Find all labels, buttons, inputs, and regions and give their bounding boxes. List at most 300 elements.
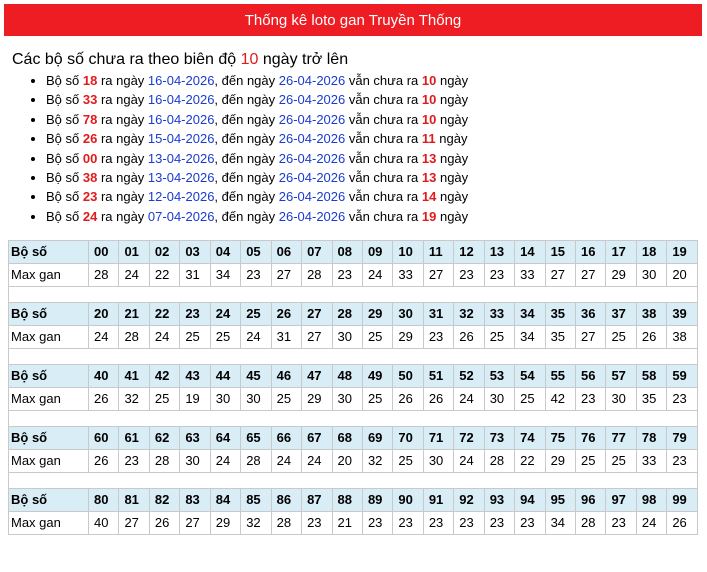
max-gan-cell: 26 (89, 450, 119, 473)
table-row (9, 264, 698, 287)
number-cell: 02 (149, 241, 179, 264)
max-gan-cell: 23 (119, 450, 149, 473)
max-gan-cell: 25 (149, 388, 179, 411)
list-text: vẫn chưa ra (345, 189, 422, 205)
list-text: vẫn chưa ra (345, 111, 422, 127)
table-spacer-row (9, 411, 698, 427)
number-cell: 36 (576, 303, 606, 326)
max-gan-cell: 40 (89, 512, 119, 535)
max-gan-cell: 42 (545, 388, 575, 411)
number-cell: 16 (576, 241, 606, 264)
number-cell: 33 (484, 303, 514, 326)
max-gan-cell: 20 (332, 450, 362, 473)
number-cell: 20 (89, 303, 119, 326)
number-cell: 14 (515, 241, 545, 264)
number-cell: 85 (241, 489, 271, 512)
max-gan-cell: 25 (362, 326, 392, 349)
number-cell: 09 (362, 241, 392, 264)
number-cell: 43 (180, 365, 210, 388)
max-gan-cell: 24 (271, 450, 301, 473)
max-gan-cell: 25 (576, 450, 606, 473)
number-cell: 04 (210, 241, 240, 264)
number-cell: 50 (393, 365, 423, 388)
number-cell: 65 (241, 427, 271, 450)
max-gan-cell: 23 (454, 264, 484, 287)
max-gan-cell: 24 (119, 264, 149, 287)
number-cell: 90 (393, 489, 423, 512)
number-cell: 25 (241, 303, 271, 326)
gan-list-item (46, 71, 702, 90)
max-gan-cell: 23 (241, 264, 271, 287)
max-gan-cell: 26 (393, 388, 423, 411)
gan-list-item (46, 207, 702, 226)
max-gan-cell: 24 (454, 450, 484, 473)
max-gan-cell: 34 (515, 326, 545, 349)
table-header-row (9, 365, 698, 388)
max-gan-cell: 23 (393, 512, 423, 535)
max-gan-cell: 31 (271, 326, 301, 349)
list-from-date: 13-04-2026 (147, 150, 215, 166)
max-gan-cell: 29 (393, 326, 423, 349)
list-days: 10 (421, 92, 437, 108)
number-cell: 52 (454, 365, 484, 388)
number-cell: 27 (302, 303, 332, 326)
list-number: 24 (82, 208, 98, 224)
max-gan-cell: 25 (180, 326, 210, 349)
table-spacer-cell (9, 411, 698, 427)
number-cell: 97 (606, 489, 636, 512)
max-gan-cell: 28 (89, 264, 119, 287)
max-gan-cell: 29 (545, 450, 575, 473)
row-label-numbers: Bộ số (9, 489, 89, 512)
number-cell: 86 (271, 489, 301, 512)
max-gan-cell: 27 (545, 264, 575, 287)
number-cell: 81 (119, 489, 149, 512)
list-text: , đến ngày (214, 131, 279, 147)
number-cell: 37 (606, 303, 636, 326)
max-gan-cell: 30 (636, 264, 666, 287)
max-gan-cell: 23 (332, 264, 362, 287)
list-to-date: 26-04-2026 (278, 73, 346, 88)
max-gan-cell: 25 (210, 326, 240, 349)
number-cell: 31 (423, 303, 453, 326)
number-cell: 17 (606, 241, 636, 264)
number-cell: 01 (119, 241, 149, 264)
number-cell: 99 (667, 489, 698, 512)
number-cell: 22 (149, 303, 179, 326)
list-number: 00 (82, 150, 98, 166)
row-label-max-gan: Max gan (9, 326, 89, 349)
number-cell: 74 (515, 427, 545, 450)
max-gan-cell: 27 (302, 326, 332, 349)
row-label-max-gan: Max gan (9, 512, 89, 535)
number-cell: 80 (89, 489, 119, 512)
number-cell: 98 (636, 489, 666, 512)
table-row (9, 512, 698, 535)
list-text: ra ngày (97, 169, 148, 185)
list-from-date: 16-04-2026 (147, 73, 215, 88)
number-cell: 35 (545, 303, 575, 326)
max-gan-cell: 33 (636, 450, 666, 473)
number-cell: 89 (362, 489, 392, 512)
max-gan-cell: 26 (149, 512, 179, 535)
list-to-date: 26-04-2026 (278, 189, 346, 205)
subtitle-value: 10 (240, 51, 259, 68)
number-cell: 82 (149, 489, 179, 512)
max-gan-cell: 23 (576, 388, 606, 411)
gan-list-item (46, 149, 702, 168)
table-spacer-row (9, 287, 698, 303)
max-gan-cell: 19 (180, 388, 210, 411)
number-cell: 94 (515, 489, 545, 512)
max-gan-cell: 29 (210, 512, 240, 535)
list-to-date: 26-04-2026 (278, 92, 346, 108)
list-days: 13 (421, 169, 437, 185)
max-gan-cell: 28 (119, 326, 149, 349)
number-cell: 26 (271, 303, 301, 326)
list-number: 26 (82, 131, 98, 147)
number-cell: 76 (576, 427, 606, 450)
max-gan-cell: 24 (89, 326, 119, 349)
number-cell: 12 (454, 241, 484, 264)
number-cell: 32 (454, 303, 484, 326)
number-cell: 42 (149, 365, 179, 388)
list-text: Bộ số (46, 111, 83, 127)
table-row (9, 326, 698, 349)
max-gan-table (8, 240, 698, 535)
max-gan-cell: 23 (484, 264, 514, 287)
max-gan-cell: 29 (606, 264, 636, 287)
number-cell: 29 (362, 303, 392, 326)
max-gan-cell: 27 (119, 512, 149, 535)
list-from-date: 07-04-2026 (147, 208, 215, 224)
row-label-numbers: Bộ số (9, 427, 89, 450)
list-to-date: 26-04-2026 (278, 208, 346, 224)
list-number: 23 (82, 189, 98, 205)
table-spacer-cell (9, 473, 698, 489)
number-cell: 44 (210, 365, 240, 388)
max-gan-cell: 26 (636, 326, 666, 349)
list-text: , đến ngày (214, 111, 279, 127)
number-cell: 92 (454, 489, 484, 512)
banner-title: Thống kê loto gan Truyền Thống (244, 11, 462, 29)
max-gan-cell: 30 (332, 326, 362, 349)
max-gan-cell: 23 (423, 512, 453, 535)
max-gan-cell: 28 (576, 512, 606, 535)
number-cell: 18 (636, 241, 666, 264)
number-cell: 39 (667, 303, 698, 326)
list-number: 78 (82, 111, 98, 127)
list-number: 38 (82, 169, 98, 185)
max-gan-cell: 23 (667, 450, 698, 473)
number-cell: 58 (636, 365, 666, 388)
table-header-row (9, 303, 698, 326)
table-header-row (9, 489, 698, 512)
max-gan-cell: 23 (606, 512, 636, 535)
gan-list-item (46, 129, 702, 148)
table-spacer-row (9, 473, 698, 489)
list-text: Bộ số (46, 131, 83, 147)
max-gan-cell: 25 (606, 450, 636, 473)
list-text: , đến ngày (214, 169, 279, 185)
list-from-date: 16-04-2026 (147, 92, 215, 108)
list-text: ngày (436, 73, 469, 88)
list-text: Bộ số (46, 150, 83, 166)
number-cell: 62 (149, 427, 179, 450)
section-subtitle (12, 49, 702, 71)
list-text: ra ngày (97, 208, 148, 224)
max-gan-cell: 24 (210, 450, 240, 473)
number-cell: 45 (241, 365, 271, 388)
list-text: ngày (436, 208, 469, 224)
number-cell: 41 (119, 365, 149, 388)
max-gan-cell: 32 (362, 450, 392, 473)
number-cell: 61 (119, 427, 149, 450)
row-label-max-gan: Max gan (9, 450, 89, 473)
gan-list-item (46, 90, 702, 109)
number-cell: 84 (210, 489, 240, 512)
number-cell: 93 (484, 489, 514, 512)
row-label-numbers: Bộ số (9, 303, 89, 326)
list-text: vẫn chưa ra (345, 208, 422, 224)
max-gan-cell: 24 (149, 326, 179, 349)
list-text: , đến ngày (214, 73, 279, 88)
subtitle-prefix: Các bộ số chưa ra theo biên độ (12, 51, 241, 68)
max-gan-cell: 26 (423, 388, 453, 411)
max-gan-cell: 28 (241, 450, 271, 473)
row-label-numbers: Bộ số (9, 241, 89, 264)
number-cell: 46 (271, 365, 301, 388)
max-gan-cell: 30 (606, 388, 636, 411)
list-days: 11 (421, 131, 436, 147)
list-text: Bộ số (46, 73, 83, 88)
max-gan-cell: 33 (393, 264, 423, 287)
number-cell: 21 (119, 303, 149, 326)
max-gan-cell: 28 (271, 512, 301, 535)
max-gan-cell: 24 (362, 264, 392, 287)
max-gan-cell: 22 (149, 264, 179, 287)
max-gan-cell: 26 (667, 512, 698, 535)
number-cell: 96 (576, 489, 606, 512)
number-cell: 03 (180, 241, 210, 264)
number-cell: 07 (302, 241, 332, 264)
number-cell: 06 (271, 241, 301, 264)
list-text: ra ngày (97, 189, 148, 205)
number-cell: 70 (393, 427, 423, 450)
max-gan-cell: 25 (362, 388, 392, 411)
max-gan-cell: 32 (119, 388, 149, 411)
max-gan-cell: 27 (576, 264, 606, 287)
list-text: vẫn chưa ra (345, 150, 422, 166)
list-text: ra ngày (97, 111, 148, 127)
max-gan-cell: 31 (180, 264, 210, 287)
list-days: 13 (421, 150, 437, 166)
max-gan-cell: 28 (302, 264, 332, 287)
number-cell: 88 (332, 489, 362, 512)
max-gan-cell: 35 (545, 326, 575, 349)
list-text: , đến ngày (214, 208, 279, 224)
max-gan-cell: 23 (362, 512, 392, 535)
table-spacer-row (9, 349, 698, 365)
number-cell: 91 (423, 489, 453, 512)
number-cell: 23 (180, 303, 210, 326)
number-cell: 77 (606, 427, 636, 450)
list-days: 14 (421, 189, 437, 205)
max-gan-cell: 25 (515, 388, 545, 411)
list-days: 10 (421, 73, 437, 88)
number-cell: 68 (332, 427, 362, 450)
max-gan-cell: 20 (667, 264, 698, 287)
list-text: ra ngày (97, 92, 148, 108)
number-cell: 38 (636, 303, 666, 326)
number-cell: 79 (667, 427, 698, 450)
max-gan-cell: 33 (515, 264, 545, 287)
max-gan-cell: 22 (515, 450, 545, 473)
max-gan-cell: 27 (180, 512, 210, 535)
number-cell: 75 (545, 427, 575, 450)
number-cell: 34 (515, 303, 545, 326)
max-gan-cell: 34 (210, 264, 240, 287)
table-header-row (9, 241, 698, 264)
max-gan-cell: 25 (484, 326, 514, 349)
list-days: 19 (421, 208, 437, 224)
list-days: 10 (421, 111, 437, 127)
max-gan-cell: 28 (149, 450, 179, 473)
number-cell: 87 (302, 489, 332, 512)
max-gan-cell: 29 (302, 388, 332, 411)
list-text: , đến ngày (214, 189, 279, 205)
row-label-max-gan: Max gan (9, 264, 89, 287)
row-label-numbers: Bộ số (9, 365, 89, 388)
max-gan-cell: 32 (241, 512, 271, 535)
number-cell: 69 (362, 427, 392, 450)
number-cell: 67 (302, 427, 332, 450)
list-number: 33 (82, 92, 98, 108)
number-cell: 51 (423, 365, 453, 388)
list-text: ra ngày (97, 150, 148, 166)
max-gan-cell: 23 (667, 388, 698, 411)
number-cell: 55 (545, 365, 575, 388)
gan-list (4, 71, 702, 226)
number-cell: 19 (667, 241, 698, 264)
number-cell: 48 (332, 365, 362, 388)
list-from-date: 13-04-2026 (147, 169, 215, 185)
list-to-date: 26-04-2026 (278, 150, 346, 166)
list-text: ngày (436, 92, 469, 108)
list-text: ngày (436, 189, 469, 205)
number-cell: 08 (332, 241, 362, 264)
max-gan-cell: 34 (545, 512, 575, 535)
list-to-date: 26-04-2026 (278, 111, 346, 127)
max-gan-cell: 21 (332, 512, 362, 535)
number-cell: 10 (393, 241, 423, 264)
list-from-date: 12-04-2026 (147, 189, 215, 205)
number-cell: 71 (423, 427, 453, 450)
number-cell: 05 (241, 241, 271, 264)
number-cell: 40 (89, 365, 119, 388)
number-cell: 95 (545, 489, 575, 512)
list-text: Bộ số (46, 169, 83, 185)
list-text: vẫn chưa ra (345, 169, 422, 185)
number-cell: 72 (454, 427, 484, 450)
max-gan-cell: 24 (636, 512, 666, 535)
max-gan-cell: 30 (423, 450, 453, 473)
max-gan-cell: 23 (302, 512, 332, 535)
max-gan-cell: 25 (271, 388, 301, 411)
max-gan-cell: 24 (302, 450, 332, 473)
max-gan-cell: 30 (210, 388, 240, 411)
list-number: 18 (82, 73, 98, 88)
list-text: ngày (435, 131, 468, 147)
list-to-date: 26-04-2026 (278, 169, 346, 185)
list-to-date: 26-04-2026 (278, 131, 346, 147)
number-cell: 15 (545, 241, 575, 264)
max-gan-cell: 23 (423, 326, 453, 349)
max-gan-cell: 35 (636, 388, 666, 411)
number-cell: 83 (180, 489, 210, 512)
list-text: ngày (436, 111, 469, 127)
list-text: , đến ngày (214, 150, 279, 166)
max-gan-cell: 30 (484, 388, 514, 411)
number-cell: 78 (636, 427, 666, 450)
list-text: ngày (436, 169, 469, 185)
max-gan-cell: 38 (667, 326, 698, 349)
list-text: ra ngày (97, 131, 148, 147)
page-banner (4, 4, 702, 36)
list-text: vẫn chưa ra (345, 73, 422, 88)
number-cell: 53 (484, 365, 514, 388)
gan-list-item (46, 110, 702, 129)
max-gan-cell: 26 (454, 326, 484, 349)
table-row (9, 450, 698, 473)
max-gan-cell: 27 (271, 264, 301, 287)
list-text: ngày (436, 150, 469, 166)
table-spacer-cell (9, 349, 698, 365)
table-spacer-cell (9, 287, 698, 303)
list-text: , đến ngày (214, 92, 279, 108)
number-cell: 28 (332, 303, 362, 326)
list-text: Bộ số (46, 208, 83, 224)
max-gan-cell: 23 (454, 512, 484, 535)
list-from-date: 16-04-2026 (147, 111, 215, 127)
table-header-row (9, 427, 698, 450)
number-cell: 13 (484, 241, 514, 264)
list-text: ra ngày (97, 73, 148, 88)
max-gan-cell: 30 (180, 450, 210, 473)
number-cell: 57 (606, 365, 636, 388)
max-gan-cell: 26 (89, 388, 119, 411)
number-cell: 49 (362, 365, 392, 388)
number-cell: 00 (89, 241, 119, 264)
number-cell: 63 (180, 427, 210, 450)
list-text: Bộ số (46, 92, 83, 108)
table-row (9, 388, 698, 411)
gan-list-item (46, 187, 702, 206)
max-gan-cell: 30 (332, 388, 362, 411)
max-gan-cell: 27 (576, 326, 606, 349)
max-gan-cell: 23 (515, 512, 545, 535)
subtitle-suffix: ngày trở lên (258, 51, 349, 68)
max-gan-cell: 25 (393, 450, 423, 473)
max-gan-cell: 25 (606, 326, 636, 349)
max-gan-cell: 24 (241, 326, 271, 349)
number-cell: 47 (302, 365, 332, 388)
max-gan-cell: 30 (241, 388, 271, 411)
number-cell: 66 (271, 427, 301, 450)
list-text: vẫn chưa ra (345, 131, 422, 147)
list-text: vẫn chưa ra (345, 92, 422, 108)
number-cell: 54 (515, 365, 545, 388)
